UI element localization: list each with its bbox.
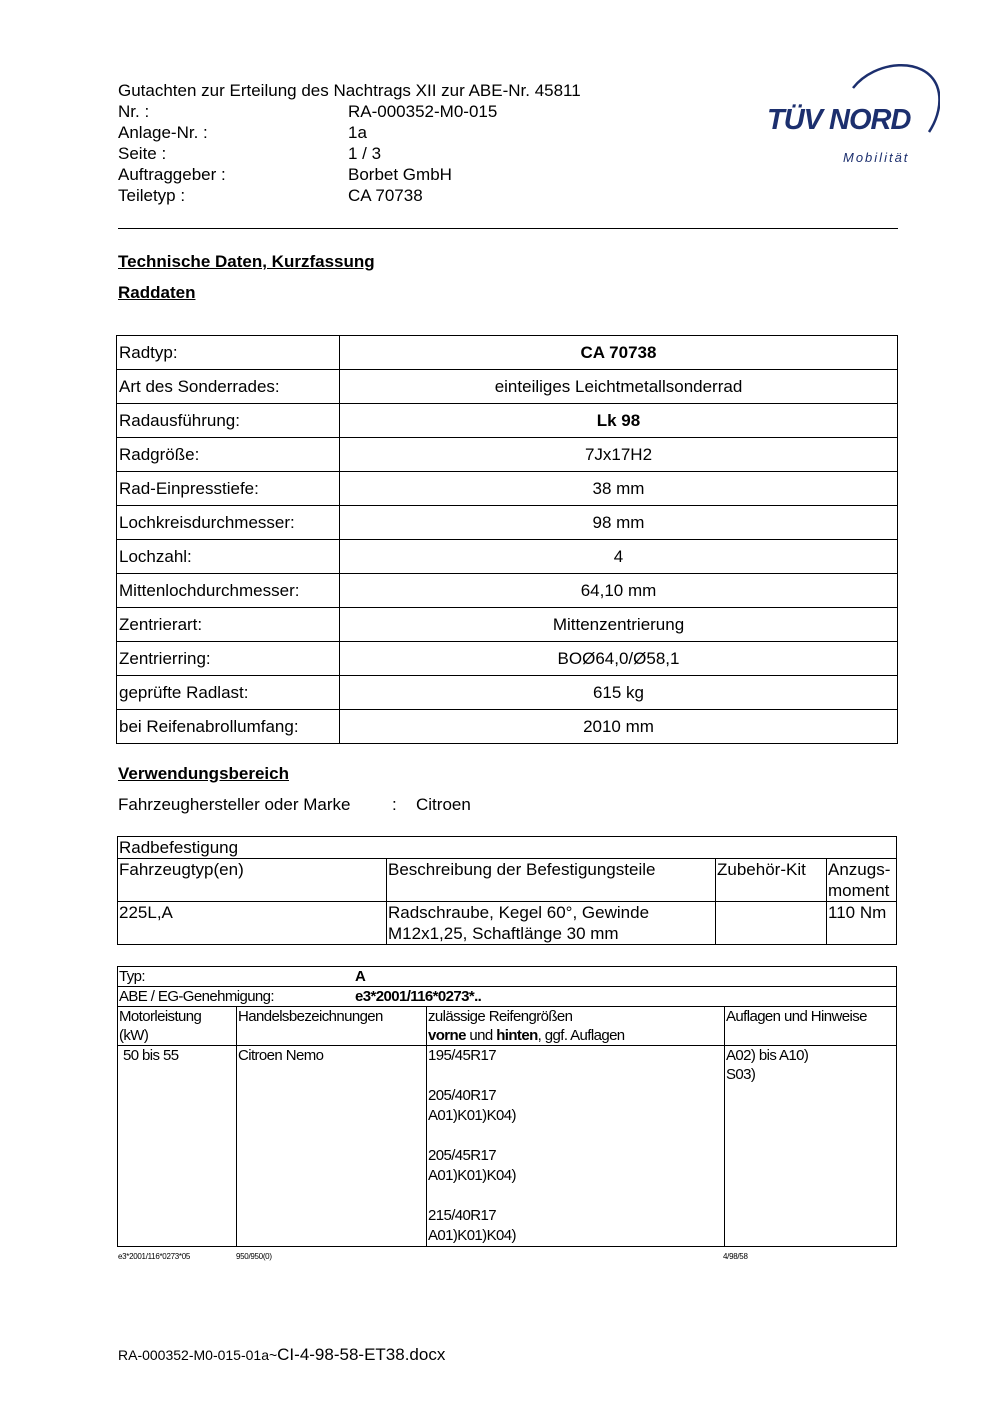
tuv-nord-logo — [765, 58, 940, 170]
header-field: Auftraggeber : Borbet GmbH — [118, 165, 452, 184]
section-heading-usage: Verwendungsbereich — [118, 764, 289, 783]
table-row — [118, 967, 897, 987]
table-row: 225L,A Radschraube, Kegel 60°, Gewinde M12x1,25, Schaftlänge 30 mm 110 Nm — [118, 902, 897, 945]
header-divider — [118, 228, 898, 229]
footer-filename: RA-000352-M0-015-01a~CI-4-98-58-ET38.docx — [118, 1345, 446, 1364]
manufacturer-value: Citroen — [416, 795, 471, 814]
manufacturer-label: Fahrzeughersteller oder Marke — [118, 795, 351, 814]
vehicle-table — [117, 966, 897, 1247]
abe-label: ABE / EG-Genehmigung: — [119, 988, 274, 1005]
table-header-row: Fahrzeugtyp(en) Beschreibung der Befestigungsteile Zubehör-Kit Anzugs- moment — [118, 859, 897, 902]
logo-subtitle: Mobilität — [843, 150, 910, 165]
table-row: Mittenlochdurchmesser: 64,10 mm — [117, 574, 898, 608]
table-row: Art des Sonderrades: einteiliges Leichtmetallsonderrad — [117, 370, 898, 404]
header-field: Seite : 1 / 3 — [118, 144, 382, 163]
table-row: geprüfte Radlast: 615 kg — [117, 676, 898, 710]
page-ref-small: 4/98/58 — [723, 1252, 748, 1261]
typ-label: Typ: — [119, 968, 145, 985]
manufacturer-separator: : — [392, 795, 397, 814]
logo-name: TÜV NORD — [767, 104, 911, 136]
table-header-row: Motorleistung (kW) Handelsbezeichnungen zulässige Reifengrößen vorne und hinten, ggf. Auflagen Auflagen und Hinweise — [118, 1007, 897, 1046]
table-row: Radausführung: Lk 98 — [117, 404, 898, 438]
table-row: Radtyp: CA 70738 — [117, 336, 898, 370]
document-title: Gutachten zur Erteilung des Nachtrags XII zur ABE-Nr. 45811 — [118, 81, 581, 100]
radbefestigung-table — [117, 836, 897, 945]
section-heading-raddaten: Raddaten — [118, 283, 196, 302]
table-row: Lochkreisdurchmesser: 98 mm — [117, 506, 898, 540]
manufacturer-line — [118, 795, 471, 815]
abe-value: e3*2001/116*0273*.. — [355, 988, 482, 1005]
table-row — [118, 987, 897, 1007]
radbefestigung-title: Radbefestigung — [118, 837, 897, 859]
document-header — [118, 80, 581, 206]
table-row: Radgröße: 7Jx17H2 — [117, 438, 898, 472]
section-heading-technical: Technische Daten, Kurzfassung — [118, 252, 375, 271]
table-row: Lochzahl: 4 — [117, 540, 898, 574]
header-field: Teiletyp : CA 70738 — [118, 186, 423, 205]
raddaten-table — [116, 335, 898, 744]
table-row — [118, 837, 897, 859]
table-row: Zentrierring: BOØ64,0/Ø58,1 — [117, 642, 898, 676]
table-row: Zentrierart: Mittenzentrierung — [117, 608, 898, 642]
table-row: Rad-Einpresstiefe: 38 mm — [117, 472, 898, 506]
typ-value: A — [355, 968, 366, 985]
header-field: Nr. : RA-000352-M0-015 — [118, 102, 498, 121]
table-row: 50 bis 55 Citroen Nemo 195/45R17 205/40R17 A01)K01)K04) 205/45R17 A01)K01)K04) 215/40R17 A01)K01)K04) A02) bis A10) S03) — [118, 1046, 897, 1247]
table-row: bei Reifenabrollumfang: 2010 mm — [117, 710, 898, 744]
version-ref-small: 950/950(0) — [236, 1252, 272, 1261]
approval-ref-small: e3*2001/116*0273*05 — [118, 1252, 191, 1261]
header-field: Anlage-Nr. : 1a — [118, 123, 367, 142]
